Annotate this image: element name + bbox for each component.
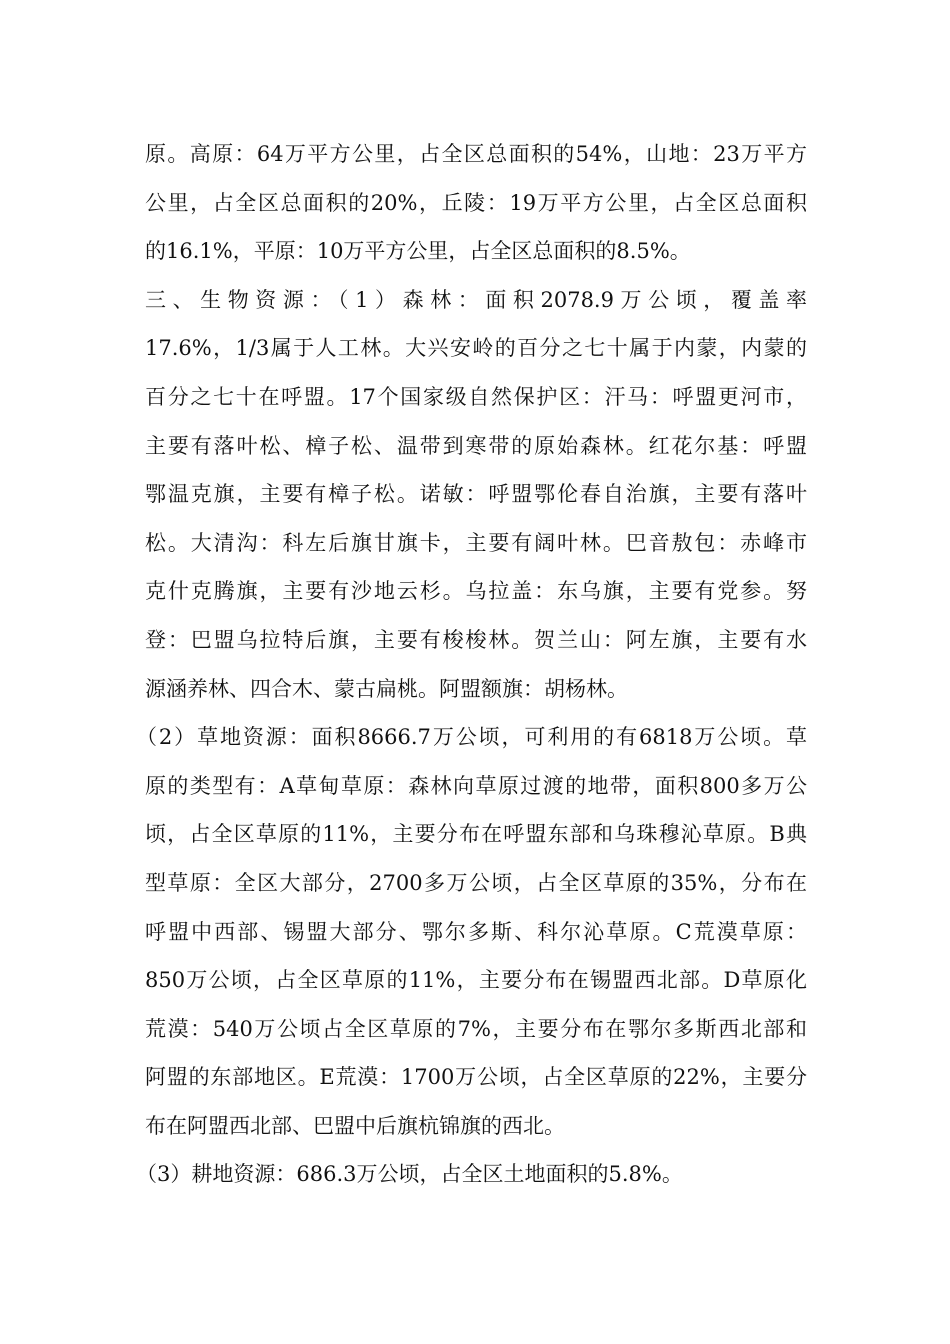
text-line: 主要有落叶松、樟子松、温带到寒带的原始森林。红花尔基：呼盟: [145, 433, 807, 458]
text-line: 850万公顷，占全区草原的11%，主要分布在锡盟西北部。D草原化: [145, 968, 807, 993]
text-line: 荒漠：540万公顷占全区草原的7%，主要分布在鄂尔多斯西北部和: [145, 1016, 807, 1041]
text-line: 型草原：全区大部分，2700多万公顷，占全区草原的35%，分布在: [145, 870, 807, 895]
text-line: 登：巴盟乌拉特后旗，主要有梭梭林。贺兰山：阿左旗，主要有水: [145, 627, 807, 652]
text-line: 原的类型有：A草甸草原：森林向草原过渡的地带，面积800多万公: [145, 773, 807, 798]
text-line: 三、生物资源：（1）森林：面积2078.9万公顷，覆盖率: [145, 287, 807, 312]
text-line: 克什克腾旗，主要有沙地云杉。乌拉盖：东乌旗，主要有党参。努: [145, 579, 807, 604]
text-line: 顷，占全区草原的11%，主要分布在呼盟东部和乌珠穆沁草原。B典: [145, 822, 807, 847]
text-line: 呼盟中西部、锡盟大部分、鄂尔多斯、科尔沁草原。C荒漠草原：: [145, 919, 807, 944]
text-line: 鄂温克旗，主要有樟子松。诺敏：呼盟鄂伦春自治旗，主要有落叶: [145, 482, 807, 507]
text-line: 的16.1%，平原：10万平方公里，占全区总面积的8.5%。: [145, 239, 691, 264]
text-line: 阿盟的东部地区。E荒漠：1700万公顷，占全区草原的22%，主要分: [145, 1065, 807, 1090]
text-line: 原。高原：64万平方公里，占全区总面积的54%，山地：23万平方: [145, 142, 807, 166]
text-line: 公里，占全区总面积的20%，丘陵：19万平方公里，占全区总面积: [145, 190, 807, 215]
text-line: 源涵养林、四合木、蒙古扁桃。阿盟额旗：胡杨林。: [145, 676, 628, 701]
text-line: （2）草地资源：面积8666.7万公顷，可利用的有6818万公顷。草: [136, 725, 807, 750]
text-line: 17.6%，1/3属于人工林。大兴安岭的百分之七十属于内蒙，内蒙的: [145, 336, 807, 361]
text-line: 布在阿盟西北部、巴盟中后旗杭锦旗的西北。: [145, 1113, 565, 1138]
text-line: 松。大清沟：科左后旗甘旗卡，主要有阔叶林。巴音敖包：赤峰市: [145, 530, 807, 555]
body-text: [136, 130, 807, 1199]
text-line: （3）耕地资源：686.3万公顷，占全区土地面积的5.8%。: [136, 1162, 683, 1187]
text-line: 百分之七十在呼盟。17个国家级自然保护区：汗马：呼盟更河市，: [145, 384, 807, 409]
